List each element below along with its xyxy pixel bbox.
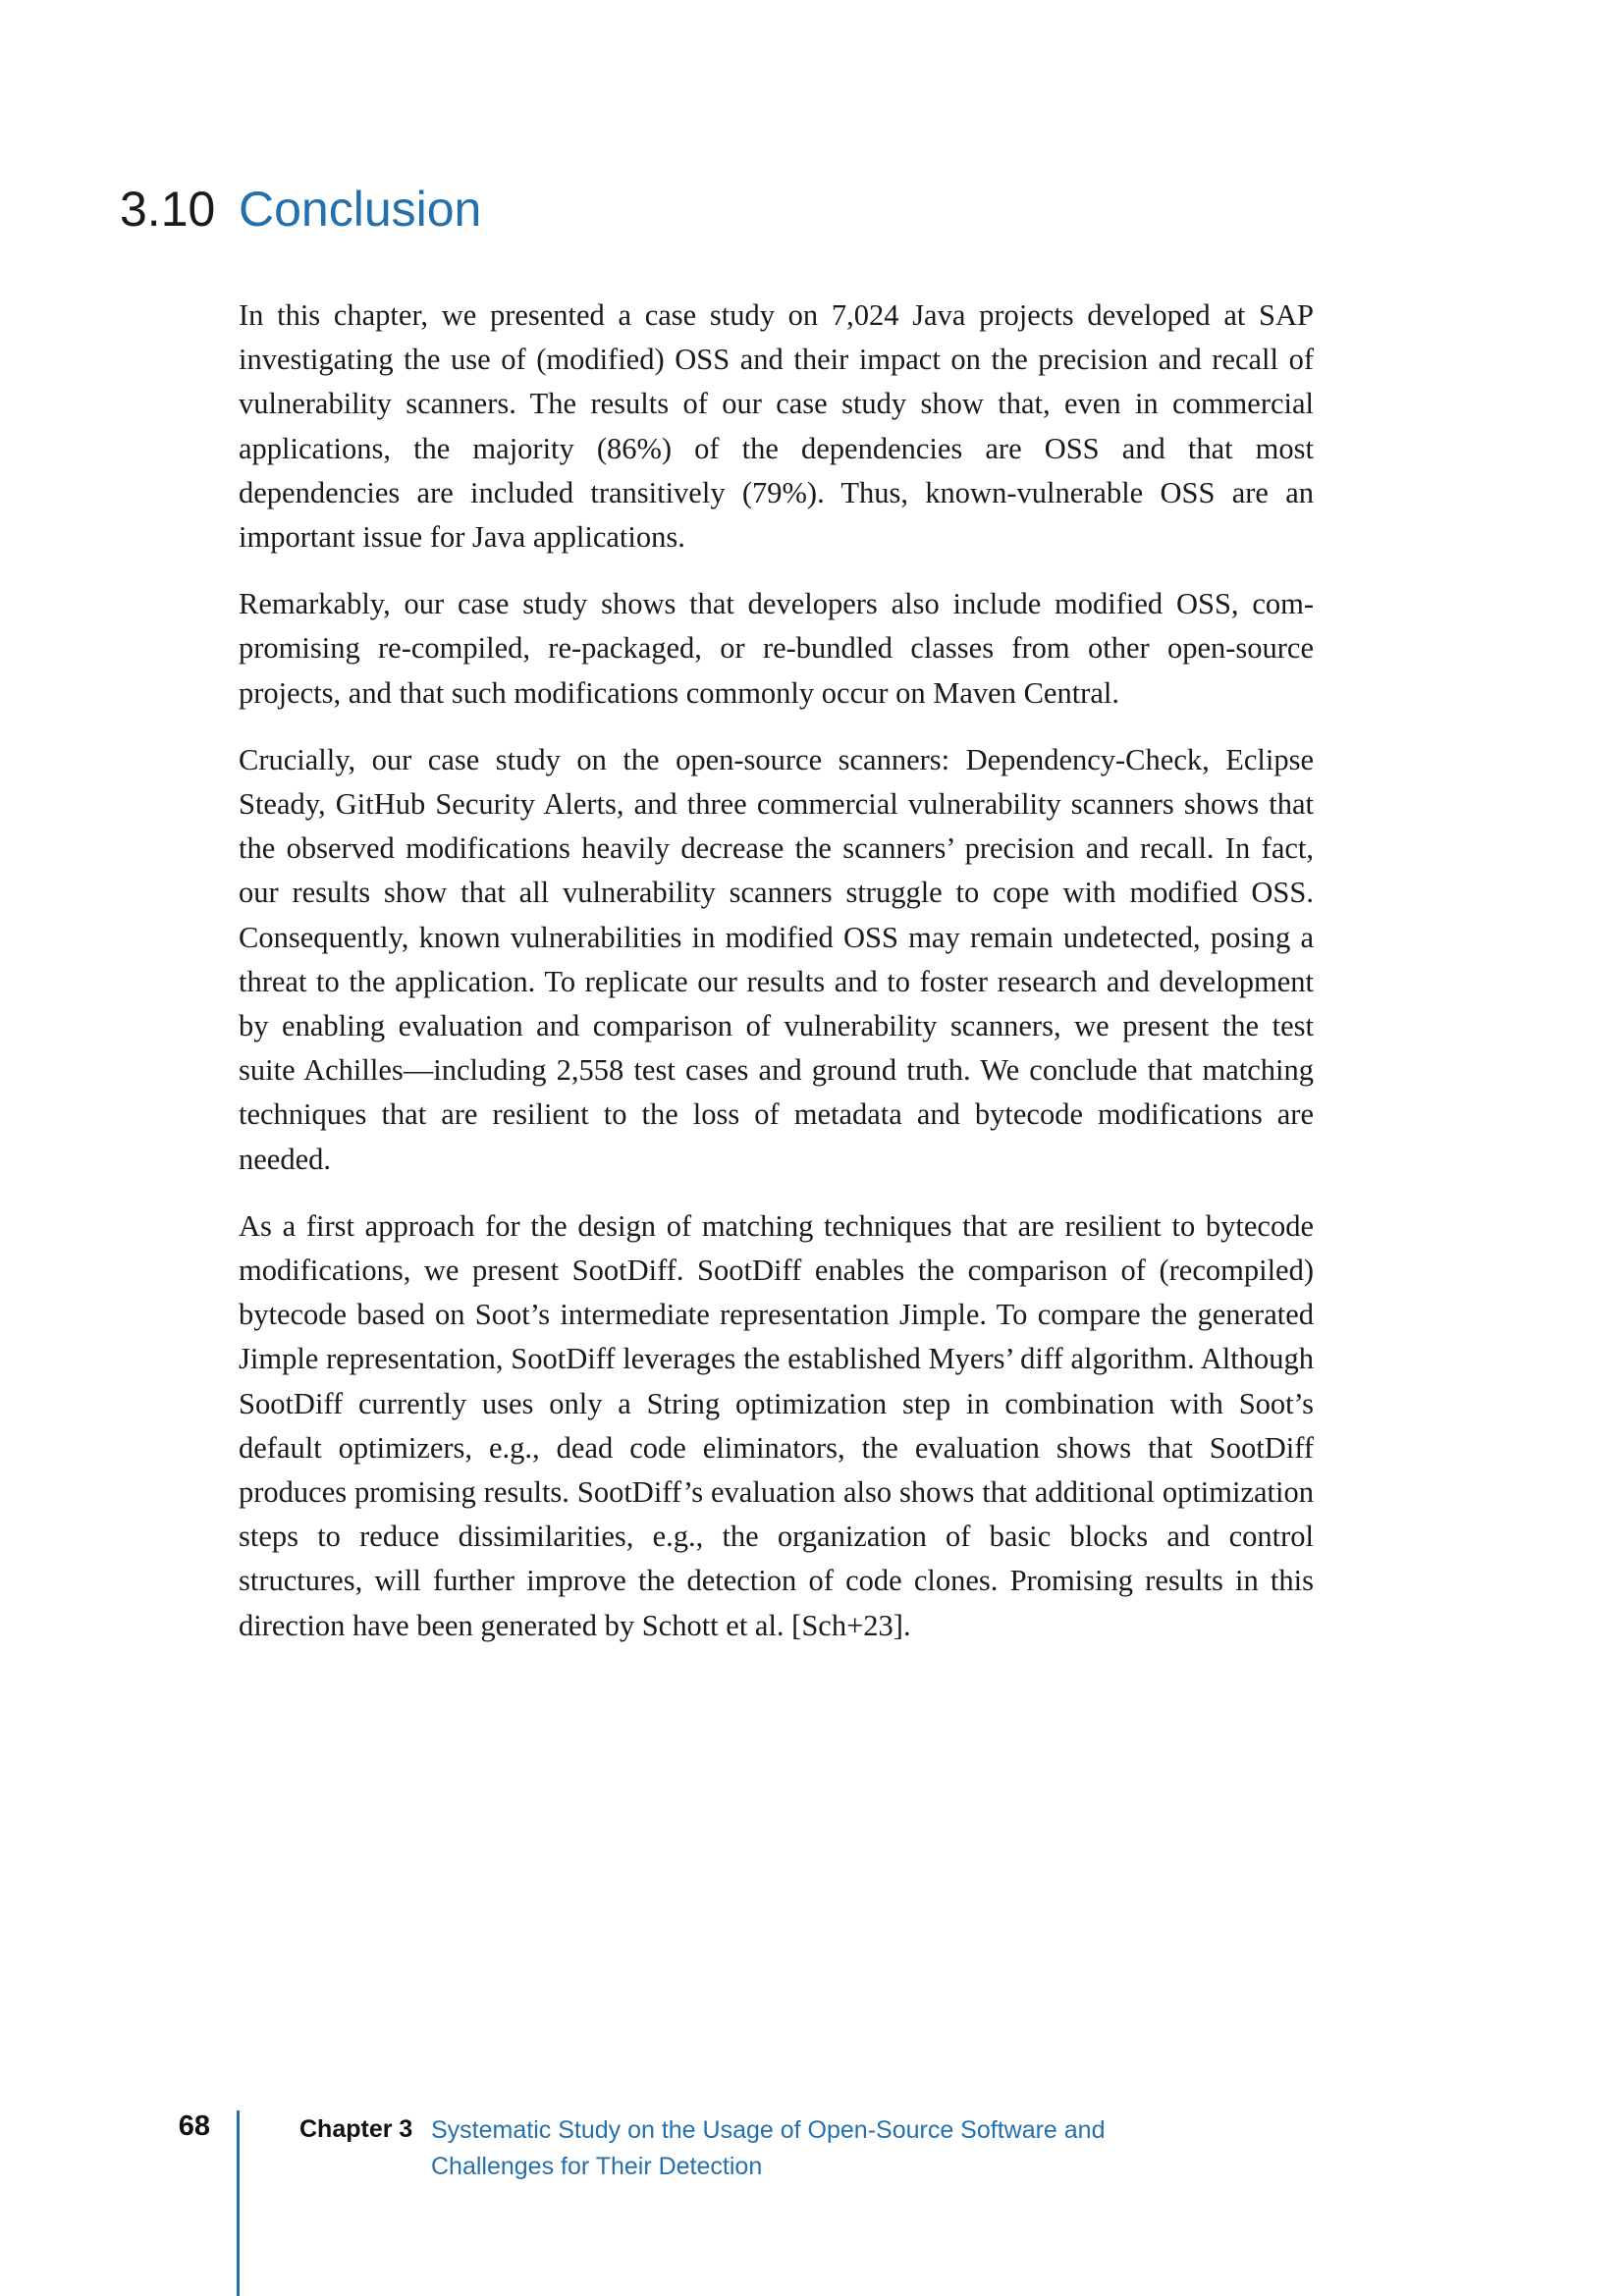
running-footer-chapter-label: Chapter 3 [299, 2115, 413, 2143]
page-number: 68 [178, 2110, 210, 2142]
chapter-title-line: Challenges for Their Detection [431, 2153, 763, 2180]
section-body [239, 294, 1314, 1671]
paragraph: In this chapter, we presented a case study on 7,024 Java projects developed at SAP investigating the use of (modified) OSS and their impact on the precision and recall of vulnerability scanners. The results of our case study show that, even in commercial applications, the majority (86%) of the dependencies are OSS and that most dependencies are included transitively (79%). Thus, known-vulnerable OSS are an important issue for Java applications. [239, 298, 1314, 555]
section-title: Conclusion [239, 182, 482, 237]
section-heading [120, 180, 481, 239]
chapter-title-line: Systematic Study on the Usage of Open-Source Software and [431, 2116, 1106, 2144]
footer-divider [237, 2110, 240, 2296]
paragraph: Crucially, our case study on the open-source scanners: Dependency-Check, Eclipse Steady, GitHub Security Alerts, and three commercial vulnerability scanners shows that the observed modifications heavily decrease the scanners’ precision and recall. In fact, our results show that all vulnerability scanners struggle to cope with modified OSS. Consequently, known vulnerabilities in modified OSS may remain undetected, posing a threat to the application. To replicate our results and to foster research and development by enabling evaluation and comparison of vulnerability scanners, we present the test suite Achilles—including 2,558 test cases and ground truth. We conclude that matching techniques that are resilient to the loss of metadata and bytecode modifications are needed. [239, 742, 1314, 1176]
paragraph: As a first approach for the design of matching techniques that are resilient to bytecode modifications, we present SootDiff. SootDiff enables the comparison of (recompiled) bytecode based on Soot’s intermediate representation Jimple. To compare the generated Jimple representation, SootDiff leverages the established Myers’ diff algorithm. Although SootDiff currently uses only a String optimization step in combination with Soot’s default optimizers, e.g., dead code eliminators, the evaluation shows that SootDiff produces promising results. SootDiff’s evaluation also shows that additional optimization steps to reduce dissimilarities, e.g., the organization of basic blocks and control structures, will further improve the detection of code clones. Promising results in this direction have been generated by Schott et al. [Sch+23]. [239, 1208, 1314, 1642]
section-number: 3.10 [120, 182, 216, 237]
running-footer-chapter-title [431, 2112, 1158, 2185]
paragraph: Remarkably, our case study shows that developers also include modified OSS, compromising re-compiled, re-packaged, or re-bundled classes from other open-source projects, and that such modifications commonly occur on Maven Central. [239, 587, 1314, 710]
